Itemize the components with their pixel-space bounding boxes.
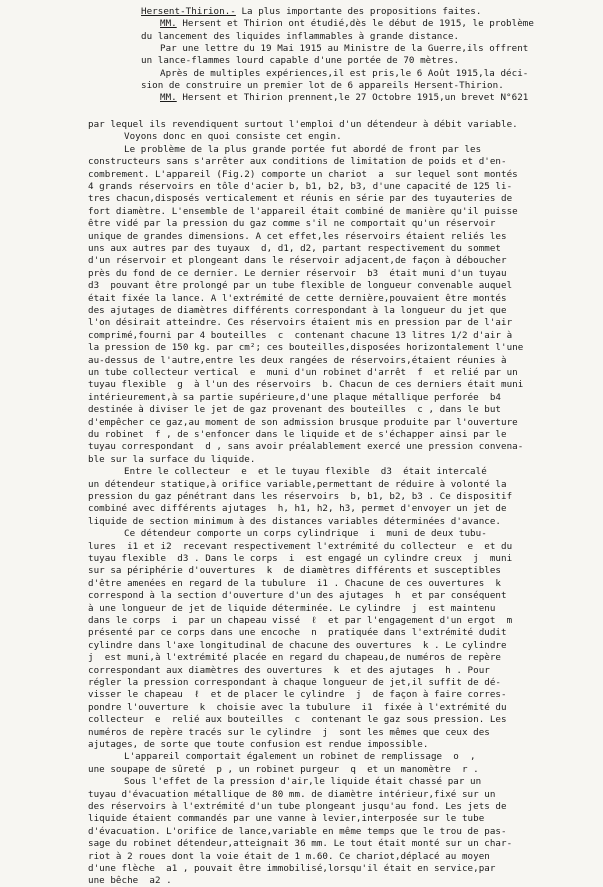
text-line: Le problème de la plus grande portée fut abordé de front par les — [124, 143, 482, 155]
text-line: collecteur e relié aux bouteilles c contenant le gaz sous pression. Les — [88, 714, 507, 726]
text-line: comprimé,fourni par 4 bouteilles c contenant chacune 13 litres 1/2 d'air à — [88, 329, 513, 341]
text-line: à une longueur de jet de liquide déterminée. Le cylindre j est maintenu — [88, 602, 496, 614]
text-line: Hersent-Thirion.- La plus importante des propositions faites. — [141, 6, 482, 17]
text-line: des ajutages de diamètres différents correspondant à la longueur du jet que — [88, 305, 507, 316]
text-line: tuyau correspondant d , sans avoir préalablement exercé une pression convena- — [88, 441, 524, 453]
text-line: uns aux autres par des tuyaux d, d1, d2, partant respectivement du sommet — [88, 243, 502, 254]
text-line: du robinet f , de s'enfoncer dans le liquide et de s'échapper ainsi par le — [88, 429, 507, 440]
text-line: cylindre dans l'axe longitudinal de chacune des ouvertures k . Le cylindre — [88, 639, 507, 651]
text-line: d'empêcher ce gaz,au moment de son admission brusque produite par l'ouverture — [88, 416, 518, 428]
text-line: ble sur la surface du liquide. — [88, 453, 256, 465]
text-line: liquide de section minimum à des distances variables déterminées d'avance. — [88, 515, 502, 527]
text-line: par lequel ils revendiquent surtout l'emploi d'un détendeur à débit variable. — [88, 119, 518, 130]
text-line: l'on désirait atteindre. Ces réservoirs étaient mis en pression par de l'air — [88, 317, 513, 329]
text-line: être vidé par la pression du gaz comme s'il ne comportait qu'un réservoir — [88, 218, 496, 230]
text-line: sion de construire un premier lot de 6 appareils Hersent-Thirion. — [141, 79, 504, 91]
text-line: ajutages, de sorte que toute confusion est rendue impossible. — [88, 739, 429, 750]
text-line: une soupape de sûreté p , un robinet purgeur q et un manomètre r . — [88, 763, 479, 775]
text-line: combiné avec différents ajutages h, h1, h2, h3, permet d'envoyer un jet de — [88, 503, 507, 515]
text-line: lures i1 et i2 recevant respectivement l'extrémité du collecteur e et du — [88, 540, 513, 552]
text-line: Entre le collecteur e et le tuyau flexible d3 était intercalé — [124, 466, 487, 478]
text-line: d'évacuation. L'orifice de lance,variable en même temps que le trou de pas- — [88, 825, 507, 837]
text-line: Ce détendeur comporte un corps cylindrique i muni de deux tubu- — [124, 528, 487, 540]
text-line: L'appareil comportait également un robinet de remplissage o , — [124, 751, 476, 763]
text-line: unique de grandes dimensions. A cet effet,les réservoirs étaient reliés les — [88, 230, 507, 242]
text-line: Par une lettre du 19 Mai 1915 au Ministre de la Guerre,ils offrent — [160, 42, 529, 54]
text-line: des réservoirs à l'extrémité d'un tube plongeant jusqu'au fond. Les jets de — [88, 801, 507, 812]
text-line: au-dessus de l'autre,entre les deux rangées de réservoirs,étaient réunies à — [88, 354, 507, 366]
text-line: sage du robinet détendeur,atteignait 36 mm. Le tout était monté sur un char- — [88, 838, 513, 850]
text-line: régler la pression correspondant à chaque longueur de jet,il suffit de dé- — [88, 677, 502, 688]
text-line: tuyau d'évacuation métallique de 80 mm. de diamètre intérieur,fixé sur un — [88, 788, 496, 800]
text-line: numéros de repère tracés sur le cylindre j sont les mêmes que ceux des — [88, 726, 490, 738]
text-line: correspondant aux diamètres des ouvertures k et des ajutages h . Pour — [88, 664, 490, 676]
text-line: la pression de 150 kg. par cm²; ces bouteilles,disposées horizontalement l'une — [88, 342, 524, 354]
text-line: sur sa périphérie d'ouvertures k de diamètres différents et susceptibles — [88, 565, 502, 577]
text-line: tres chacun,disposés verticalement et réunis en série par des tuyauteries de — [88, 193, 513, 205]
text-line: visser le chapeau ℓ et de placer le cylindre j de façon à faire corres- — [88, 689, 507, 701]
text-line: dans le corps i par un chapeau vissé ℓ et par l'engagement d'un ergot m — [88, 615, 513, 626]
text-line: j est muni,à l'extrémité placée en regard du chapeau,de numéros de repère — [88, 652, 502, 664]
text-line: un détendeur statique,à orifice variable,permettant de réduire à volonté la — [88, 478, 507, 490]
text-line: Après de multiples expériences,il est pris,le 6 Août 1915,la déci- — [160, 67, 529, 79]
text-line: tuyau flexible d3 . Dans le corps i est engagé un cylindre creux j muni — [88, 553, 513, 564]
text-line: d3 pouvant être prolongé par un tube flexible de longueur convenable auquel — [88, 280, 513, 292]
text-line: MM. Hersent et Thirion ont étudié,dès le début de 1915, le problème — [160, 18, 534, 30]
text-line: combrement. L'appareil (Fig.2) comporte un chariot a sur lequel sont montés — [88, 168, 518, 180]
text-line: tuyau flexible g à l'un des réservoirs b. Chacun de ces derniers était muni — [88, 379, 524, 391]
text-line: MM. Hersent et Thirion prennent,le 27 Octobre 1915,un brevet N°621 — [160, 92, 529, 104]
text-line: une bêche a2 . — [88, 875, 172, 887]
text-line: un tube collecteur vertical e muni d'un robinet d'arrêt f et relié par un — [88, 367, 518, 378]
text-line: pondre l'ouverture k choisie avec la tubulure i1 fixée à l'extrémité du — [88, 701, 507, 713]
text-line: Sous l'effet de la pression d'air,le liquide était chassé par un — [124, 776, 482, 788]
text-line: fort diamètre. L'ensemble de l'appareil était combiné de manière qu'il puisse — [88, 205, 518, 217]
text-line: d'un réservoir et plongeant dans le réservoir adjacent,de façon à déboucher — [88, 255, 507, 267]
text-line: liquide étaient commandés par une vanne à levier,interposée sur le tube — [88, 813, 485, 825]
text-line: près du fond de ce dernier. Le dernier réservoir b3 était muni d'un tuyau — [88, 267, 507, 279]
text-line: un lance-flammes lourd capable d'une portée de 70 mètres. — [141, 55, 460, 67]
text-line: 4 grands réservoirs en tôle d'acier b, b1, b2, b3, d'une capacité de 125 li- — [88, 181, 513, 192]
text-line: correspond à la section d'ouverture d'un des ajutages h et par conséquent — [88, 590, 507, 602]
text-line: d'être amenées en regard de la tubulure i1 . Chacune de ces ouvertures k — [88, 577, 502, 589]
text-line: constructeurs sans s'arrêter aux conditions de limitation de poids et d'en- — [88, 156, 507, 168]
text-line: destinée à diviser le jet de gaz provenant des bouteilles c , dans le but — [88, 404, 502, 416]
text-line: riot à 2 roues dont la voie était de 1 m.60. Ce chariot,déplacé au moyen — [88, 850, 490, 862]
text-line: Voyons donc en quoi consiste cet engin. — [124, 131, 342, 143]
text-line: pression du gaz pénétrant dans les réservoirs b, b1, b2, b3 . Ce dispositif — [88, 491, 513, 502]
text-line: d'une flèche a1 , pouvait être immobilisé,lorsqu'il était en service,par — [88, 863, 496, 874]
text-line: du lancement des liquides inflammables à grande distance. — [141, 30, 460, 42]
text-line: présenté par ce corps dans une encoche n pratiquée dans l'extrémité dudit — [88, 627, 507, 639]
text-line: intérieurement,à sa partie supérieure,d'une plaque métallique perforée b4 — [88, 391, 502, 403]
text-line: était fixée la lance. A l'extrémité de cette dernière,pouvaient être montés — [88, 292, 507, 304]
